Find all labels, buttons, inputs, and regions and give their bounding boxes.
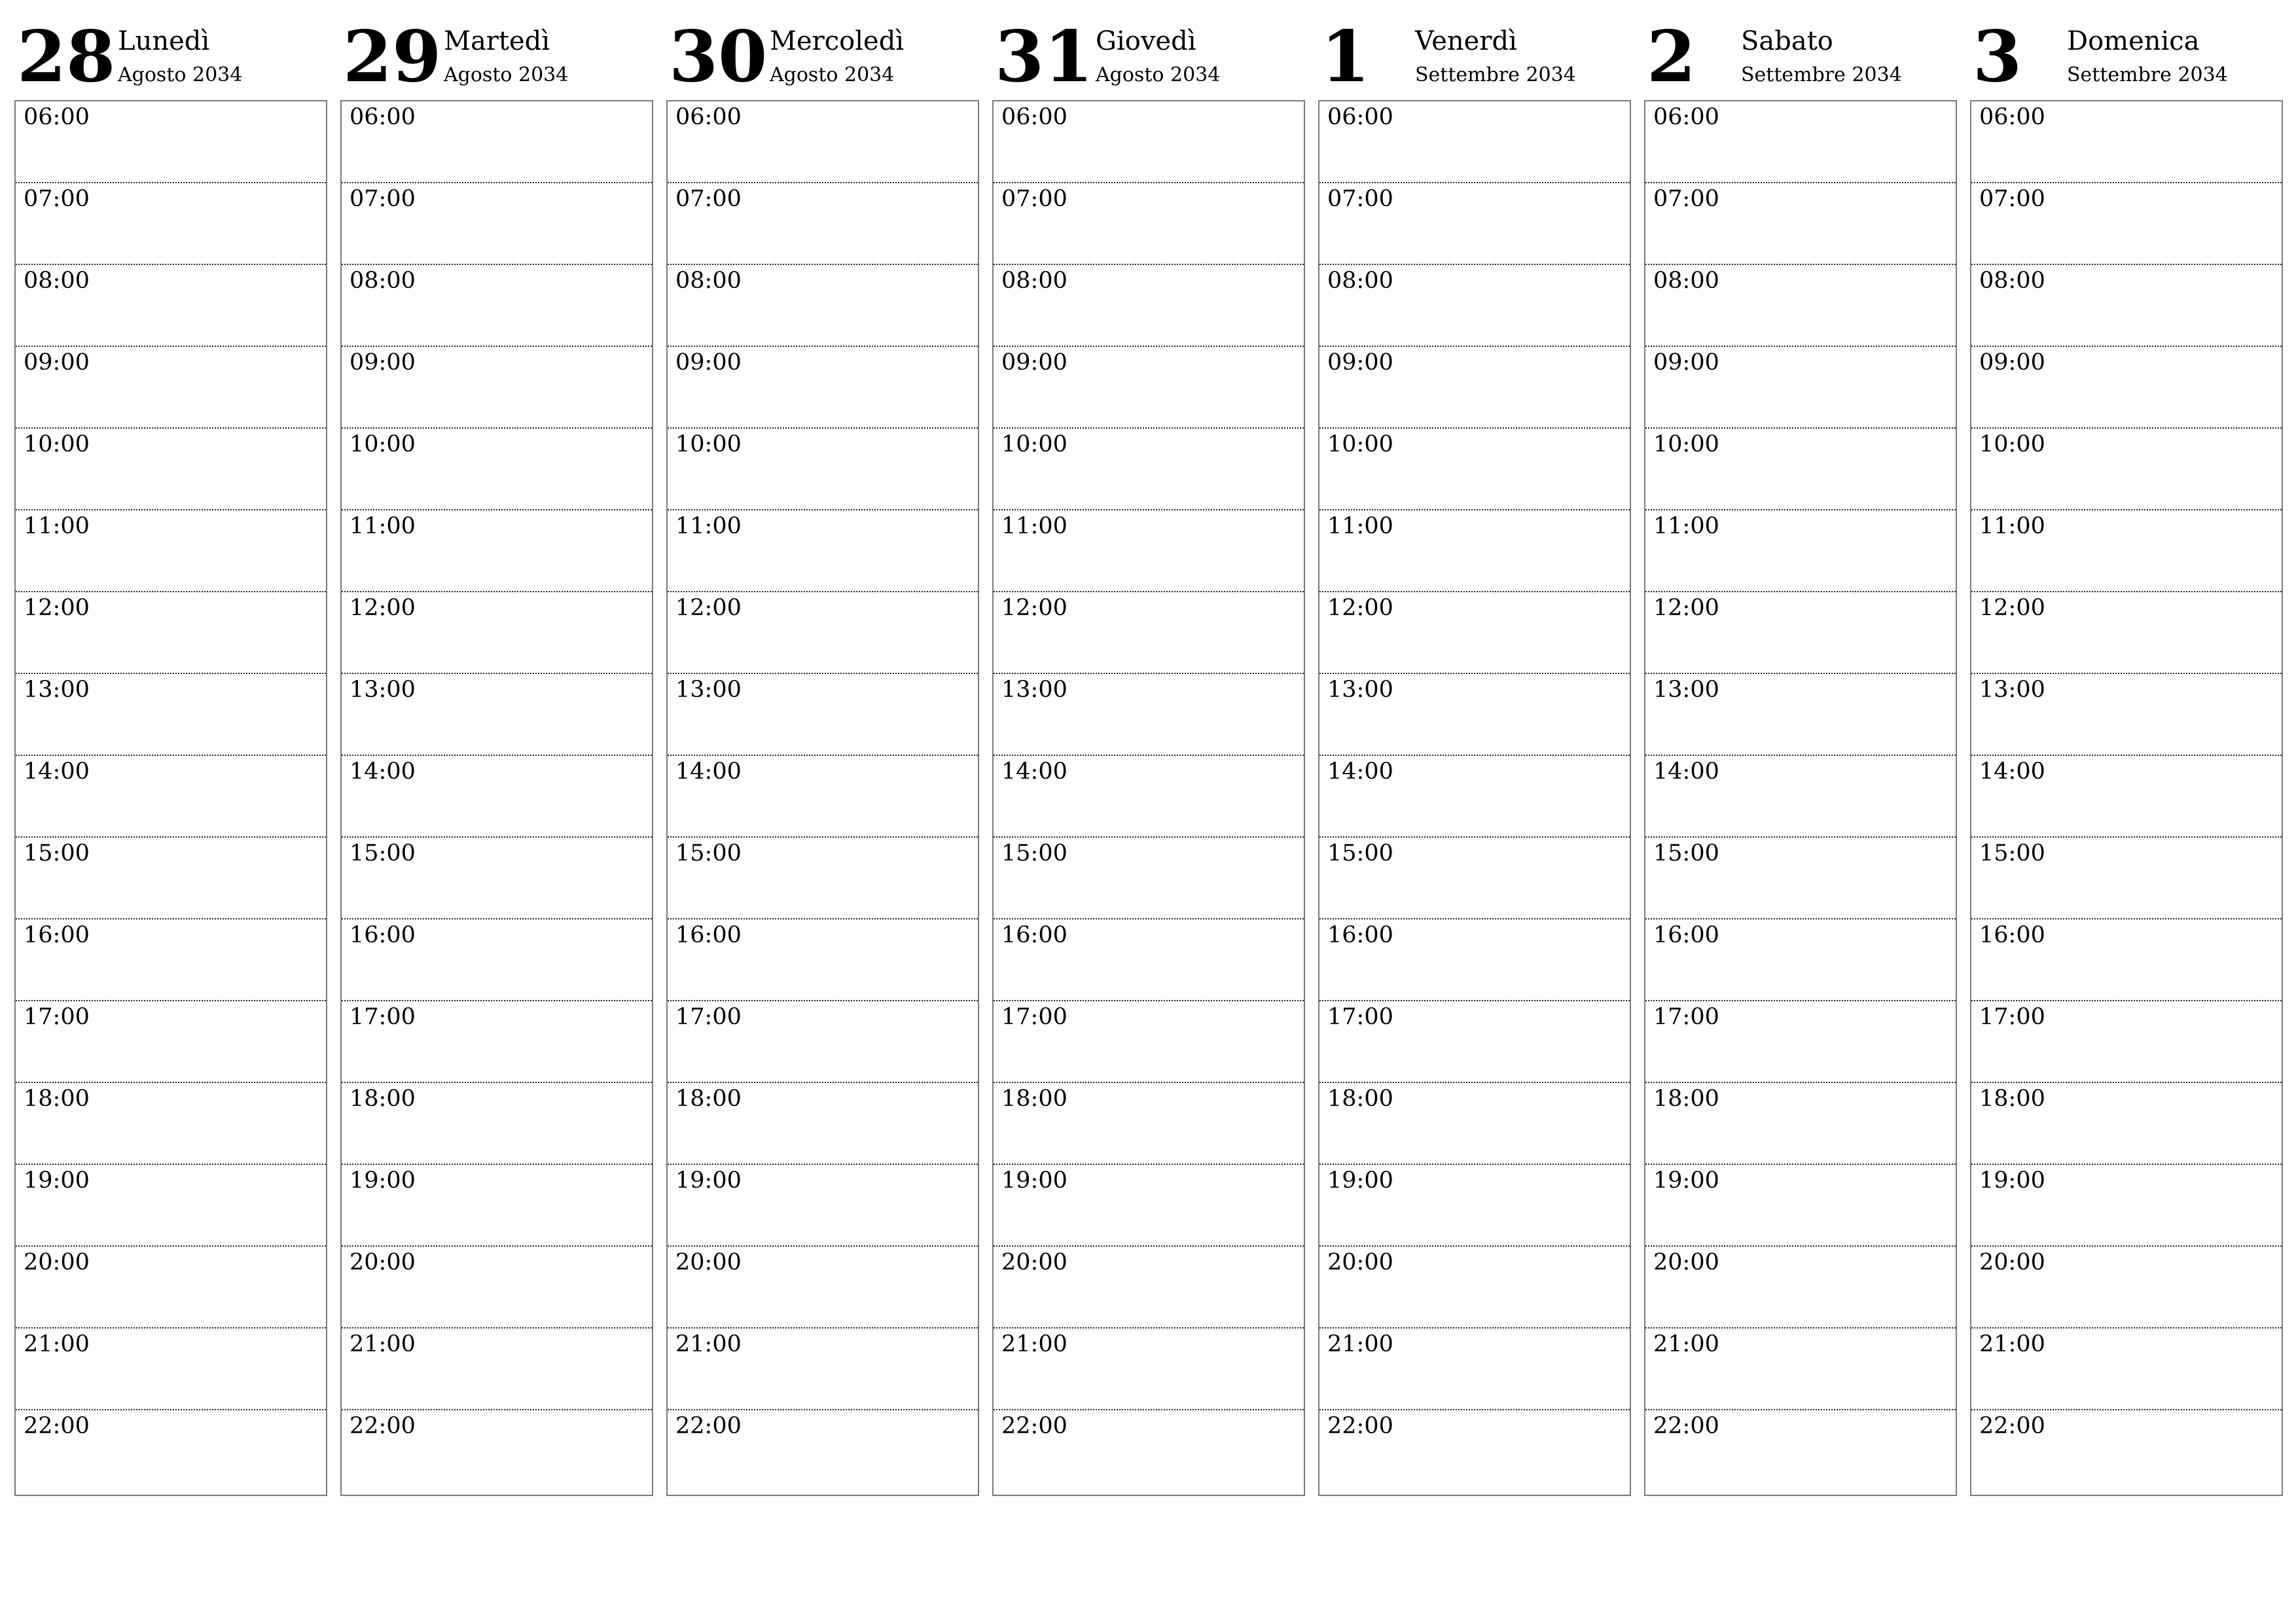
hour-label: 08:00 xyxy=(1653,268,1719,294)
hour-label: 15:00 xyxy=(1001,840,1067,866)
hour-label: 17:00 xyxy=(24,1004,90,1030)
hour-slot[interactable] xyxy=(668,1165,978,1247)
hour-slot[interactable] xyxy=(1319,429,1630,510)
hour-slot[interactable] xyxy=(1971,1001,2282,1083)
hour-label: 09:00 xyxy=(1001,349,1067,376)
hour-slot[interactable] xyxy=(668,347,978,429)
hour-label: 14:00 xyxy=(1327,758,1393,785)
hour-label: 08:00 xyxy=(24,268,90,294)
hour-label: 10:00 xyxy=(1001,431,1067,457)
hour-label: 17:00 xyxy=(1653,1004,1719,1030)
hour-slot[interactable] xyxy=(1971,101,2282,183)
hour-label: 11:00 xyxy=(1653,513,1719,539)
hour-label: 07:00 xyxy=(1327,186,1393,212)
hour-slot[interactable] xyxy=(16,1001,326,1083)
hour-label: 19:00 xyxy=(675,1168,742,1194)
hour-slot[interactable] xyxy=(994,1247,1304,1329)
hour-slot[interactable] xyxy=(994,101,1304,183)
hour-slot[interactable] xyxy=(668,919,978,1001)
hour-label: 20:00 xyxy=(350,1249,416,1275)
hour-slot[interactable] xyxy=(1319,183,1630,265)
hour-label: 11:00 xyxy=(1327,513,1393,539)
hour-slot[interactable] xyxy=(668,1247,978,1329)
hour-label: 18:00 xyxy=(1979,1086,2045,1112)
hour-slot[interactable] xyxy=(342,1247,652,1329)
hour-slot[interactable] xyxy=(1645,1329,1956,1410)
hour-slot[interactable] xyxy=(1971,1247,2282,1329)
hour-label: 13:00 xyxy=(675,677,742,703)
hour-slot[interactable] xyxy=(342,1329,652,1410)
hour-label: 16:00 xyxy=(1979,922,2045,948)
hour-label: 19:00 xyxy=(1327,1168,1393,1194)
hour-slot[interactable] xyxy=(16,1329,326,1410)
hour-slot[interactable] xyxy=(342,592,652,674)
hour-slot[interactable] xyxy=(16,183,326,265)
hour-label: 06:00 xyxy=(1001,104,1067,130)
hour-slot[interactable] xyxy=(342,756,652,838)
hour-label: 16:00 xyxy=(350,922,416,948)
day-name: Lunedì xyxy=(118,26,210,56)
hour-slot[interactable] xyxy=(668,429,978,510)
hour-slot[interactable] xyxy=(668,1410,978,1492)
hour-label: 11:00 xyxy=(1001,513,1067,539)
day-name: Martedì xyxy=(444,26,550,56)
day-number: 30 xyxy=(669,16,768,98)
day-month-year: Settembre 2034 xyxy=(1741,63,1902,86)
hour-slot[interactable] xyxy=(16,1247,326,1329)
hour-slot[interactable] xyxy=(1645,510,1956,592)
hour-label: 07:00 xyxy=(1653,186,1719,212)
hour-slot[interactable] xyxy=(1971,183,2282,265)
hour-slot[interactable] xyxy=(1319,1083,1630,1165)
hour-slot[interactable] xyxy=(1971,919,2282,1001)
hour-label: 22:00 xyxy=(1001,1413,1067,1439)
hour-label: 07:00 xyxy=(24,186,90,212)
day-name: Sabato xyxy=(1741,26,1833,56)
hour-slot[interactable] xyxy=(1645,1001,1956,1083)
hour-label: 07:00 xyxy=(1001,186,1067,212)
hour-label: 21:00 xyxy=(350,1331,416,1357)
hour-slot[interactable] xyxy=(1319,838,1630,919)
hour-slot[interactable] xyxy=(1645,265,1956,347)
hour-slot[interactable] xyxy=(994,347,1304,429)
day-month-year: Settembre 2034 xyxy=(1415,63,1576,86)
day-name: Venerdì xyxy=(1415,26,1517,56)
hour-slot[interactable] xyxy=(1645,347,1956,429)
hour-label: 17:00 xyxy=(1001,1004,1067,1030)
hour-slot[interactable] xyxy=(16,101,326,183)
hour-slot[interactable] xyxy=(1971,347,2282,429)
hour-slot[interactable] xyxy=(16,838,326,919)
day-month-year: Agosto 2034 xyxy=(770,63,895,86)
day-number: 3 xyxy=(1973,16,2022,98)
hour-slot[interactable] xyxy=(342,838,652,919)
hour-slot[interactable] xyxy=(1319,592,1630,674)
hour-label: 06:00 xyxy=(1327,104,1393,130)
hour-label: 13:00 xyxy=(350,677,416,703)
hour-slot[interactable] xyxy=(1971,592,2282,674)
hour-slot[interactable] xyxy=(16,1165,326,1247)
hour-slot[interactable] xyxy=(1319,1165,1630,1247)
day-header xyxy=(666,0,979,98)
hour-slot[interactable] xyxy=(994,838,1304,919)
day-column xyxy=(1318,0,1631,1502)
hour-label: 11:00 xyxy=(675,513,742,539)
hour-slot[interactable] xyxy=(1645,592,1956,674)
day-name: Mercoledì xyxy=(770,26,905,56)
hour-slot[interactable] xyxy=(1971,510,2282,592)
hour-label: 22:00 xyxy=(1653,1413,1719,1439)
hour-slot[interactable] xyxy=(1971,838,2282,919)
day-header xyxy=(1970,0,2283,98)
hour-slot[interactable] xyxy=(668,1329,978,1410)
day-name: Domenica xyxy=(2067,26,2200,56)
hour-slot[interactable] xyxy=(1971,756,2282,838)
hour-slot[interactable] xyxy=(342,919,652,1001)
hour-slot[interactable] xyxy=(668,510,978,592)
day-schedule-box xyxy=(14,100,327,1496)
day-number: 28 xyxy=(17,16,116,98)
hour-label: 22:00 xyxy=(1979,1413,2045,1439)
hour-slot[interactable] xyxy=(1319,674,1630,756)
hour-slot[interactable] xyxy=(1319,101,1630,183)
hour-label: 22:00 xyxy=(350,1413,416,1439)
day-schedule-box xyxy=(1970,100,2283,1496)
hour-label: 17:00 xyxy=(1979,1004,2045,1030)
hour-label: 06:00 xyxy=(675,104,742,130)
hour-label: 10:00 xyxy=(675,431,742,457)
hour-label: 09:00 xyxy=(1653,349,1719,376)
hour-label: 06:00 xyxy=(1979,104,2045,130)
day-column xyxy=(666,0,979,1502)
hour-label: 10:00 xyxy=(24,431,90,457)
hour-slot[interactable] xyxy=(342,265,652,347)
hour-slot[interactable] xyxy=(1319,265,1630,347)
hour-slot[interactable] xyxy=(1319,1410,1630,1492)
hour-slot[interactable] xyxy=(16,674,326,756)
hour-label: 15:00 xyxy=(24,840,90,866)
hour-label: 18:00 xyxy=(1327,1086,1393,1112)
hour-label: 12:00 xyxy=(1653,595,1719,621)
hour-slot[interactable] xyxy=(994,756,1304,838)
hour-label: 08:00 xyxy=(1979,268,2045,294)
hour-slot[interactable] xyxy=(1319,919,1630,1001)
hour-label: 18:00 xyxy=(675,1086,742,1112)
hour-label: 17:00 xyxy=(675,1004,742,1030)
hour-label: 19:00 xyxy=(1653,1168,1719,1194)
day-header xyxy=(992,0,1305,98)
hour-slot[interactable] xyxy=(1645,429,1956,510)
hour-label: 17:00 xyxy=(350,1004,416,1030)
hour-label: 06:00 xyxy=(24,104,90,130)
hour-label: 18:00 xyxy=(1001,1086,1067,1112)
hour-slot[interactable] xyxy=(1645,1247,1956,1329)
hour-slot[interactable] xyxy=(1971,674,2282,756)
hour-slot[interactable] xyxy=(1645,1083,1956,1165)
hour-slot[interactable] xyxy=(668,756,978,838)
hour-label: 09:00 xyxy=(1979,349,2045,376)
day-number: 31 xyxy=(995,16,1094,98)
hour-label: 06:00 xyxy=(1653,104,1719,130)
hour-slot[interactable] xyxy=(1971,429,2282,510)
hour-slot[interactable] xyxy=(1319,1247,1630,1329)
hour-slot[interactable] xyxy=(994,919,1304,1001)
day-column xyxy=(340,0,653,1502)
hour-label: 13:00 xyxy=(1001,677,1067,703)
day-name: Giovedì xyxy=(1096,26,1196,56)
hour-label: 07:00 xyxy=(1979,186,2045,212)
hour-label: 20:00 xyxy=(1327,1249,1393,1275)
hour-label: 12:00 xyxy=(675,595,742,621)
hour-label: 21:00 xyxy=(675,1331,742,1357)
hour-slot[interactable] xyxy=(994,183,1304,265)
hour-label: 07:00 xyxy=(350,186,416,212)
hour-slot[interactable] xyxy=(1319,1329,1630,1410)
hour-label: 08:00 xyxy=(675,268,742,294)
hour-slot[interactable] xyxy=(1319,510,1630,592)
day-header xyxy=(1644,0,1957,98)
hour-label: 22:00 xyxy=(24,1413,90,1439)
hour-label: 18:00 xyxy=(24,1086,90,1112)
hour-slot[interactable] xyxy=(16,919,326,1001)
hour-label: 15:00 xyxy=(1327,840,1393,866)
hour-slot[interactable] xyxy=(994,1329,1304,1410)
hour-label: 16:00 xyxy=(1653,922,1719,948)
hour-label: 13:00 xyxy=(1653,677,1719,703)
hour-label: 16:00 xyxy=(24,922,90,948)
hour-slot[interactable] xyxy=(1319,756,1630,838)
hour-slot[interactable] xyxy=(16,1083,326,1165)
day-number: 29 xyxy=(343,16,442,98)
hour-slot[interactable] xyxy=(994,265,1304,347)
hour-label: 16:00 xyxy=(1001,922,1067,948)
hour-slot[interactable] xyxy=(994,1165,1304,1247)
hour-slot[interactable] xyxy=(994,1410,1304,1492)
hour-label: 06:00 xyxy=(350,104,416,130)
hour-label: 12:00 xyxy=(24,595,90,621)
hour-label: 12:00 xyxy=(1979,595,2045,621)
hour-label: 09:00 xyxy=(350,349,416,376)
hour-label: 19:00 xyxy=(1979,1168,2045,1194)
hour-label: 22:00 xyxy=(675,1413,742,1439)
hour-slot[interactable] xyxy=(994,510,1304,592)
hour-label: 18:00 xyxy=(1653,1086,1719,1112)
day-schedule-box xyxy=(1644,100,1957,1496)
hour-slot[interactable] xyxy=(16,347,326,429)
day-column xyxy=(1644,0,1957,1502)
hour-label: 11:00 xyxy=(1979,513,2045,539)
hour-label: 07:00 xyxy=(675,186,742,212)
hour-label: 20:00 xyxy=(1001,1249,1067,1275)
hour-slot[interactable] xyxy=(342,429,652,510)
hour-slot[interactable] xyxy=(994,674,1304,756)
hour-label: 11:00 xyxy=(24,513,90,539)
hour-label: 15:00 xyxy=(1653,840,1719,866)
day-number: 1 xyxy=(1321,16,1371,98)
hour-slot[interactable] xyxy=(1645,674,1956,756)
hour-label: 10:00 xyxy=(350,431,416,457)
hour-slot[interactable] xyxy=(1645,183,1956,265)
hour-slot[interactable] xyxy=(342,1165,652,1247)
hour-slot[interactable] xyxy=(16,429,326,510)
hour-slot[interactable] xyxy=(668,592,978,674)
day-month-year: Agosto 2034 xyxy=(444,63,569,86)
hour-label: 20:00 xyxy=(1653,1249,1719,1275)
hour-slot[interactable] xyxy=(668,265,978,347)
hour-slot[interactable] xyxy=(1645,1410,1956,1492)
hour-label: 15:00 xyxy=(350,840,416,866)
day-header xyxy=(340,0,653,98)
hour-label: 14:00 xyxy=(350,758,416,785)
hour-slot[interactable] xyxy=(668,674,978,756)
hour-slot[interactable] xyxy=(1645,919,1956,1001)
hour-label: 21:00 xyxy=(1979,1331,2045,1357)
hour-label: 18:00 xyxy=(350,1086,416,1112)
hour-slot[interactable] xyxy=(342,674,652,756)
hour-label: 08:00 xyxy=(1327,268,1393,294)
hour-slot[interactable] xyxy=(1971,1410,2282,1492)
hour-slot[interactable] xyxy=(1319,347,1630,429)
hour-slot[interactable] xyxy=(994,592,1304,674)
hour-label: 15:00 xyxy=(1979,840,2045,866)
hour-slot[interactable] xyxy=(1645,838,1956,919)
hour-slot[interactable] xyxy=(1971,265,2282,347)
hour-label: 20:00 xyxy=(1979,1249,2045,1275)
hour-slot[interactable] xyxy=(342,1001,652,1083)
hour-slot[interactable] xyxy=(1971,1329,2282,1410)
hour-label: 09:00 xyxy=(24,349,90,376)
hour-label: 10:00 xyxy=(1979,431,2045,457)
hour-label: 13:00 xyxy=(1979,677,2045,703)
hour-slot[interactable] xyxy=(16,756,326,838)
hour-label: 09:00 xyxy=(1327,349,1393,376)
day-number: 2 xyxy=(1647,16,1696,98)
hour-slot[interactable] xyxy=(16,592,326,674)
day-schedule-box xyxy=(1318,100,1631,1496)
hour-label: 16:00 xyxy=(1327,922,1393,948)
hour-label: 21:00 xyxy=(1001,1331,1067,1357)
hour-label: 16:00 xyxy=(675,922,742,948)
hour-label: 20:00 xyxy=(675,1249,742,1275)
hour-label: 21:00 xyxy=(1653,1331,1719,1357)
hour-label: 11:00 xyxy=(350,513,416,539)
hour-slot[interactable] xyxy=(342,347,652,429)
hour-label: 12:00 xyxy=(1001,595,1067,621)
hour-label: 14:00 xyxy=(24,758,90,785)
hour-label: 13:00 xyxy=(1327,677,1393,703)
day-column xyxy=(14,0,327,1502)
hour-label: 08:00 xyxy=(350,268,416,294)
hour-slot[interactable] xyxy=(342,101,652,183)
hour-label: 09:00 xyxy=(675,349,742,376)
hour-slot[interactable] xyxy=(1645,1165,1956,1247)
hour-slot[interactable] xyxy=(668,101,978,183)
hour-label: 08:00 xyxy=(1001,268,1067,294)
hour-label: 19:00 xyxy=(24,1168,90,1194)
hour-slot[interactable] xyxy=(1971,1083,2282,1165)
hour-label: 21:00 xyxy=(1327,1331,1393,1357)
hour-label: 14:00 xyxy=(675,758,742,785)
hour-slot[interactable] xyxy=(16,1410,326,1492)
hour-slot[interactable] xyxy=(1645,756,1956,838)
hour-slot[interactable] xyxy=(994,1083,1304,1165)
hour-label: 14:00 xyxy=(1979,758,2045,785)
hour-label: 22:00 xyxy=(1327,1413,1393,1439)
hour-label: 17:00 xyxy=(1327,1004,1393,1030)
hour-slot[interactable] xyxy=(342,510,652,592)
hour-slot[interactable] xyxy=(16,265,326,347)
hour-slot[interactable] xyxy=(994,1001,1304,1083)
hour-slot[interactable] xyxy=(668,183,978,265)
day-schedule-box xyxy=(992,100,1305,1496)
day-month-year: Agosto 2034 xyxy=(118,63,243,86)
day-schedule-box xyxy=(340,100,653,1496)
day-month-year: Settembre 2034 xyxy=(2067,63,2228,86)
hour-label: 12:00 xyxy=(350,595,416,621)
day-schedule-box xyxy=(666,100,979,1496)
hour-slot[interactable] xyxy=(994,429,1304,510)
day-column xyxy=(1970,0,2283,1502)
hour-slot[interactable] xyxy=(1645,101,1956,183)
hour-label: 10:00 xyxy=(1327,431,1393,457)
hour-label: 19:00 xyxy=(1001,1168,1067,1194)
hour-label: 21:00 xyxy=(24,1331,90,1357)
hour-slot[interactable] xyxy=(16,510,326,592)
hour-slot[interactable] xyxy=(668,1001,978,1083)
hour-label: 10:00 xyxy=(1653,431,1719,457)
hour-label: 19:00 xyxy=(350,1168,416,1194)
day-column xyxy=(992,0,1305,1502)
day-header xyxy=(14,0,327,98)
day-header xyxy=(1318,0,1631,98)
hour-slot[interactable] xyxy=(1319,1001,1630,1083)
hour-slot[interactable] xyxy=(1971,1165,2282,1247)
hour-slot[interactable] xyxy=(668,1083,978,1165)
hour-label: 12:00 xyxy=(1327,595,1393,621)
day-month-year: Agosto 2034 xyxy=(1096,63,1221,86)
hour-slot[interactable] xyxy=(342,183,652,265)
hour-label: 14:00 xyxy=(1001,758,1067,785)
hour-slot[interactable] xyxy=(668,838,978,919)
hour-label: 20:00 xyxy=(24,1249,90,1275)
hour-slot[interactable] xyxy=(342,1083,652,1165)
hour-label: 14:00 xyxy=(1653,758,1719,785)
hour-label: 15:00 xyxy=(675,840,742,866)
hour-slot[interactable] xyxy=(342,1410,652,1492)
hour-label: 13:00 xyxy=(24,677,90,703)
